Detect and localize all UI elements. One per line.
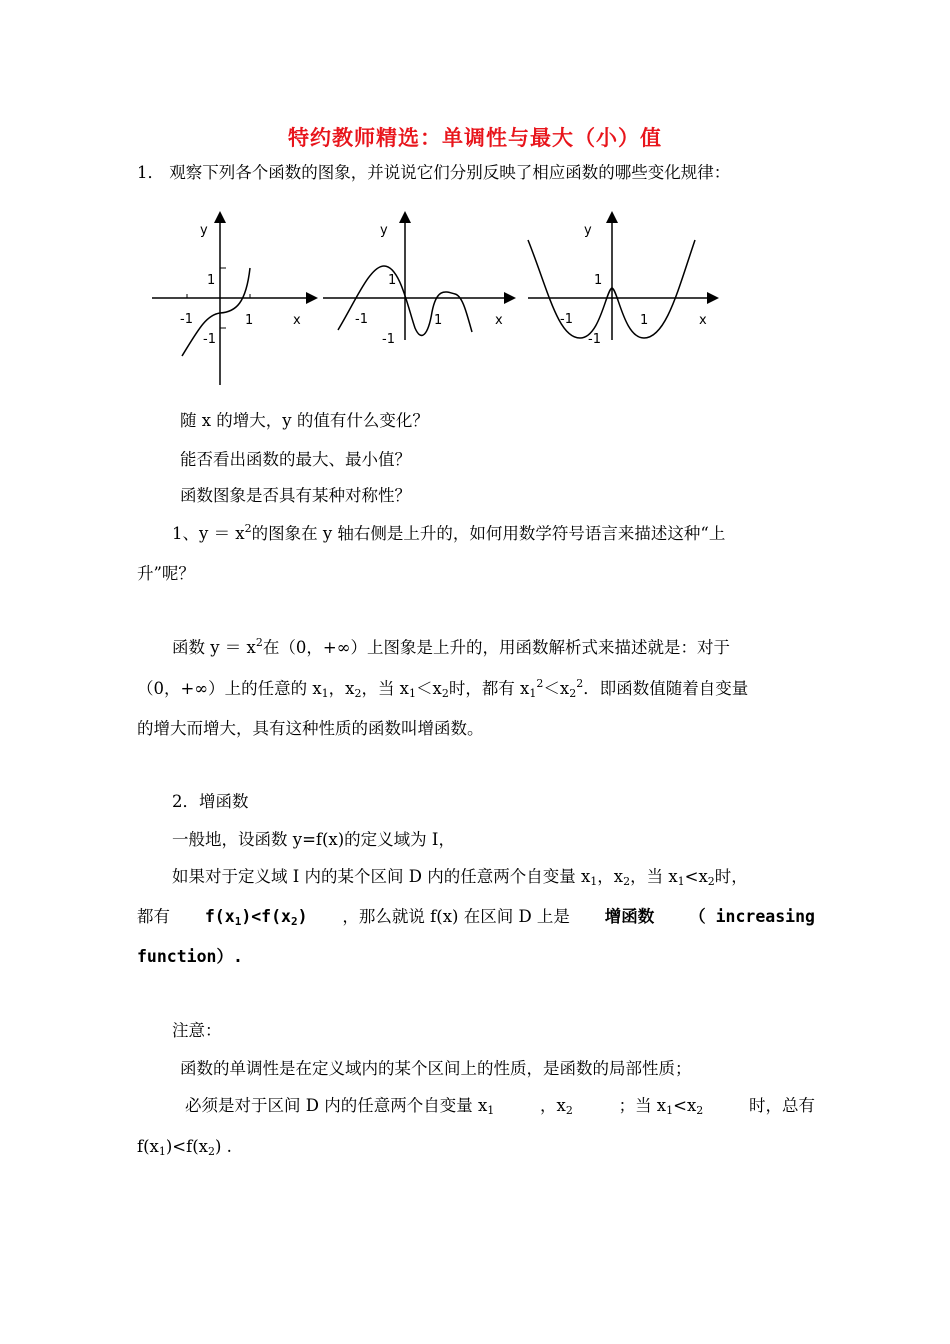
paragraph-2-line-3: 的增大而增大，具有这种性质的函数叫增函数。: [137, 719, 484, 738]
graph-2-tick-neg1y: -1: [382, 332, 395, 347]
graph-2-y-label: y: [380, 223, 388, 238]
graph-2-tick-1x: 1: [434, 313, 443, 328]
graph-1-tick-1: 1: [207, 273, 216, 288]
graph-3: [528, 214, 716, 347]
graph-1-y-label: y: [200, 223, 208, 238]
section-2-line-3: 都有 $f(x_1)<f(x_2)$ ，那么就说 f(x) 在区间 D 上是 增函数 （ increasing: [137, 907, 815, 928]
graph-3-x-label: x: [699, 313, 707, 328]
note-line-2: 必须是对于区间 D 内的任意两个自变量 $x_1$ ，$x_2$ ；当 $x_1<x_2$ 时，总有: [185, 1096, 815, 1117]
section-2-line-1: 一般地，设函数 y=f(x)的定义域为 I，: [172, 830, 455, 849]
section-2-line-2: 如果对于定义域 I 内的某个区间 D 内的任意两个自变量 $x_1$，$x_2$，当 $x_1<x_2$时，: [172, 867, 748, 888]
graph-3-tick-1: 1: [594, 273, 603, 288]
graph-1-tick-neg1y: -1: [203, 332, 216, 347]
page-title: 特约教师精选：单调性与最大（小）值: [288, 125, 662, 150]
graph-1-x-label: x: [293, 313, 301, 328]
graph-3-tick-1x: 1: [640, 313, 649, 328]
section-2-line-4: function）.: [137, 947, 243, 966]
paragraph-2-line-1: 函数 $y = x^2$在（0，+∞）上图象是上升的，用函数解析式来描述就是：对于: [172, 636, 730, 657]
graph-3-tick-neg1y: -1: [588, 332, 601, 347]
function-graphs: [0, 200, 950, 400]
question-text: 能否看出函数的最大、最小值？: [180, 450, 411, 469]
question-1: 1． 观察下列各个函数的图象，并说说它们分别反映了相应函数的哪些变化规律：: [137, 163, 731, 182]
paragraph-2-line-2: （0，+∞）上的任意的 $x_1$，$x_2$，当 $x_1<x_2$时，都有 $x_1^2<x_2^2$．即函数值随着自变量: [137, 677, 749, 700]
note-line-3: $f(x_1)<f(x_2)$ .: [137, 1137, 232, 1158]
graph-2-tick-neg1: -1: [355, 312, 368, 327]
graph-2-x-label: x: [495, 313, 503, 328]
graph-2-tick-1: 1: [388, 273, 397, 288]
paragraph-1-line-1: 1、$y = x^2$的图象在 y 轴右侧是上升的，如何用数学符号语言来描述这种“上: [172, 522, 726, 543]
note-line-1: 函数的单调性是在定义域内的某个区间上的性质，是函数的局部性质；: [180, 1059, 692, 1078]
note-heading: 注意：: [172, 1021, 222, 1040]
question-text: 函数图象是否具有某种对称性？: [180, 486, 411, 505]
graph-1-tick-1x: 1: [245, 313, 254, 328]
section-2-heading: 2．增函数: [172, 792, 249, 811]
graph-1: [152, 214, 315, 385]
graph-2: [323, 214, 513, 347]
question-text: 随 x 的增大，y 的值有什么变化？: [180, 411, 429, 430]
paragraph-1-line-2: 升”呢？: [137, 564, 195, 583]
graph-1-tick-neg1: -1: [180, 312, 193, 327]
graph-3-y-label: y: [584, 223, 592, 238]
graph-3-tick-neg1: -1: [560, 312, 573, 327]
